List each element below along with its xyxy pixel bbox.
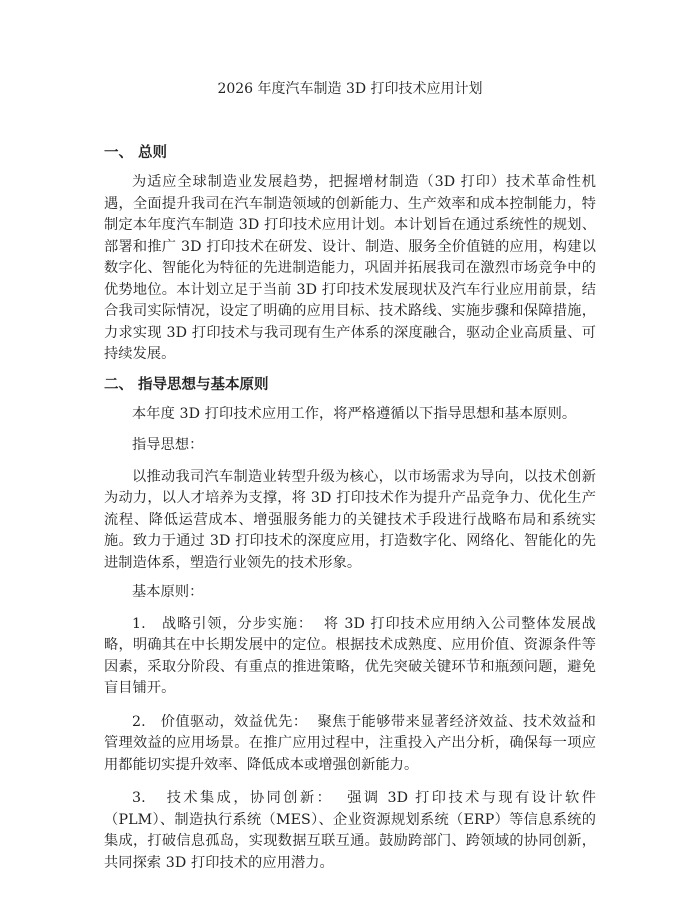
document-page <box>104 78 596 886</box>
principle-number: 3. <box>132 790 146 806</box>
section-heading-general <box>104 142 596 164</box>
principle-text: 将 3D 打印技术应用纳入公司整体发展战略，明确其在中长期发展中的定位。根据技术成熟度、应用价值、资源条件等因素，采取分阶段、有重点的推进策略，优先突破关键环节和瓶颈问题，避免盲目铺开。 <box>104 615 596 696</box>
principle-item-1 <box>104 614 596 700</box>
guiding-label: 指导思想： <box>132 437 204 453</box>
principle-title: 价值驱动，效益优先： <box>160 713 308 730</box>
section-number: 一、 <box>104 145 133 161</box>
general-paragraph: 为适应全球制造业发展趋势，把握增材制造（3D 打印）技术革命性机遇，全面提升我司在汽车制造领域的创新能力、生产效率和成本控制能力，特制定本年度汽车制造 3D 打印技术应用计划。本计划旨在通过系统性的规划、部署和推广 3D 打印技术在研发、设计、制造、服务全价值链的应用，构建以数字化、智能化为特征的先进制造能力，巩固并拓展我司在激烈市场竞争中的优势地位。本计划立足于当前 3D 打印技术发展现状及汽车行业应用前景，结合我司实际情况，设定了明确的应用目标、技术路线、实施步骤和保障措施，力求实现 3D 打印技术与我司现有生产体系的深度融合，驱动企业高质量、可持续发展。 <box>104 174 596 362</box>
section-title: 指导思想与基本原则 <box>138 376 269 393</box>
section-general <box>104 142 596 366</box>
principle-text: 强调 3D 打印技术与现有设计软件（PLM）、制造执行系统（MES）、企业资源规划系统（ERP）等信息系统的集成，打破信息孤岛，实现数据互联互通。鼓励跨部门、跨领域的协同创新，共同探索 3D 打印技术的应用潜力。 <box>104 790 596 871</box>
principle-item-2 <box>104 712 596 777</box>
principle-item-3 <box>104 788 596 874</box>
section-heading-principles <box>104 374 596 396</box>
principles-intro: 本年度 3D 打印技术应用工作，将严格遵循以下指导思想和基本原则。 <box>132 405 577 422</box>
principle-number: 1. <box>132 615 146 632</box>
principle-text: 聚焦于能够带来显著经济效益、技术效益和管理效益的应用场景。在推广应用过程中，注重投入产出分析，确保每一项应用都能切实提升效率、降低成本或增强创新能力。 <box>104 713 596 773</box>
section-number: 二、 <box>104 376 133 393</box>
section-principles <box>104 374 596 875</box>
principle-number: 2. <box>132 713 146 730</box>
guiding-paragraph: 以推动我司汽车制造业转型升级为核心，以市场需求为导向，以技术创新为动力，以人才培养为支撑，将 3D 打印技术作为提升产品竞争力、优化生产流程、降低运营成本、增强服务能力的关键技术手段进行战略布局和系统实施。致力于通过 3D 打印技术的深度应用，打造数字化、网络化、智能化的先进制造体系，塑造行业领先的技术形象。 <box>104 468 596 571</box>
principle-title: 战略引领，分步实施： <box>162 615 313 632</box>
principle-title: 技术集成，协同创新： <box>166 790 334 806</box>
principles-label: 基本原则： <box>132 584 204 600</box>
section-title: 总则 <box>138 145 167 161</box>
document-title: 2026 年度汽车制造 3D 打印技术应用计划 <box>217 81 483 97</box>
